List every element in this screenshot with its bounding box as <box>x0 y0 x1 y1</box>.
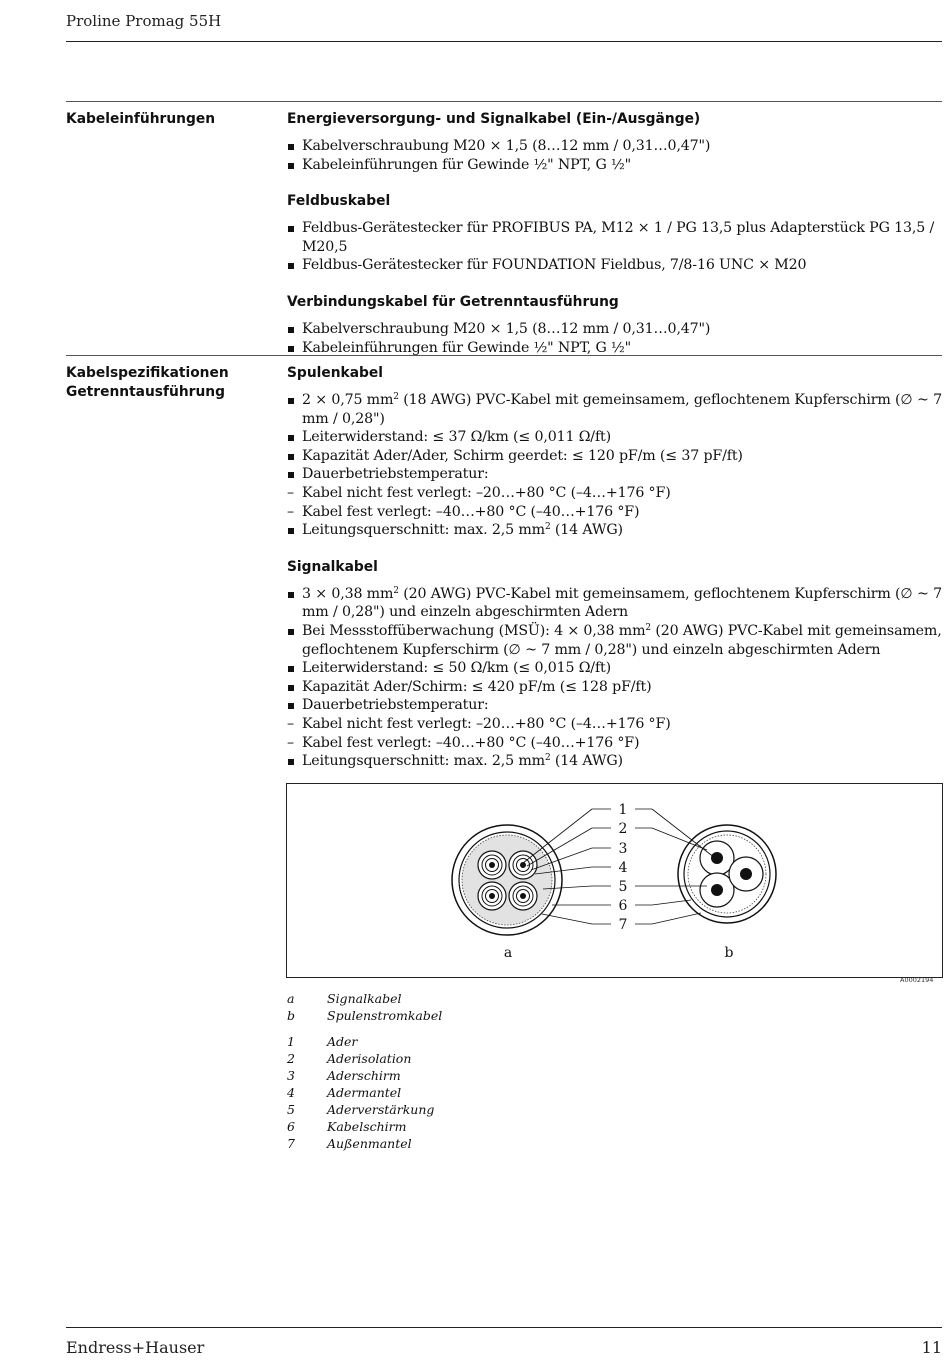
signal-cable-cross-section <box>452 825 562 935</box>
list-item: 2 × 0,75 $mm^2$ (18 AWG) PVC-Kabel mit gemeinsamem, geflochtenem Kupferschirm (∅ ~ 7 mm / 0,28") <box>287 391 947 428</box>
callout-number: 4 <box>618 860 628 876</box>
list-subitem: – Kabel nicht fest verlegt: –20…+80 °C (–4…+176 °F) <box>287 715 947 734</box>
list-subitem: – Kabel fest verlegt: –40…+80 °C (–40…+176 °F) <box>287 503 947 522</box>
figure-legend-letters <box>287 990 587 1024</box>
bullet-list <box>287 320 947 357</box>
list-item: Bei Messstoffüberwachung (MSÜ): 4 × 0,38 $mm^2$ (20 AWG) PVC-Kabel mit gemeinsamem, geflochtenem Kupferschirm (∅ ~ 7 mm / 0,28") und einzeln abgeschirmten Adern <box>287 622 947 659</box>
list-item: 3 × 0,38 $mm^2$ (20 AWG) PVC-Kabel mit gemeinsamem, geflochtenem Kupferschirm (∅ ~ 7 mm / 0,28") und einzeln abgeschirmten Adern <box>287 585 947 622</box>
list-item: Leiterwiderstand: ≤ 50 Ω/km (≤ 0,015 Ω/ft) <box>287 659 947 678</box>
callout-number: 7 <box>618 917 628 933</box>
legend-row: a Signalkabel <box>287 991 402 1006</box>
figure-code: A0002194 <box>900 976 934 984</box>
section-label-kabelspezifikationen <box>66 364 276 402</box>
signalkabel-heading: Signalkabel <box>287 558 378 575</box>
spacer <box>287 275 947 293</box>
section-kabeleinfuehrungen <box>287 110 947 357</box>
list-item: Feldbus-Gerätestecker für PROFIBUS PA, M12 × 1 / PG 13,5 plus Adapterstück PG 13,5 / M20,5 <box>287 219 947 256</box>
section-divider <box>66 101 942 102</box>
list-item: Leiterwiderstand: ≤ 37 Ω/km (≤ 0,011 Ω/ft) <box>287 428 947 447</box>
legend-row: 1 Ader <box>287 1034 358 1049</box>
footer-rule <box>66 1327 942 1328</box>
legend-row: 6 Kabelschirm <box>287 1119 407 1134</box>
page-number: 11 <box>921 1338 942 1357</box>
cable-cross-section-figure <box>286 783 943 978</box>
spacer <box>287 174 947 192</box>
core <box>478 882 506 910</box>
section-divider <box>66 355 942 356</box>
legend-row: 4 Adermantel <box>287 1085 402 1100</box>
legend-row: b Spulenstromkabel <box>287 1008 443 1023</box>
running-header-title: Proline Promag 55H <box>66 12 222 30</box>
signalkabel-list <box>287 585 947 771</box>
bullet-list <box>287 137 947 174</box>
callout-number: 5 <box>618 879 628 895</box>
figure-label-b: b <box>724 945 734 961</box>
list-item: Kapazität Ader/Schirm: ≤ 420 pF/m (≤ 128 pF/ft) <box>287 678 947 697</box>
list-item: Kabeleinführungen für Gewinde ½" NPT, G ½" <box>287 339 947 358</box>
list-item: Leitungsquerschnitt: max. 2,5 $mm^2$ (14 AWG) <box>287 521 947 540</box>
figure-label-a: a <box>503 945 513 961</box>
list-item: Dauerbetriebstemperatur: <box>287 696 947 715</box>
core <box>478 851 506 879</box>
legend-row: 2 Aderisolation <box>287 1051 412 1066</box>
list-item: Dauerbetriebstemperatur: <box>287 465 947 484</box>
core <box>509 882 537 910</box>
legend-row: 7 Außenmantel <box>287 1136 412 1151</box>
section-label-kabeleinfuehrungen: Kabeleinführungen <box>66 111 216 127</box>
spulenkabel-list <box>287 391 947 540</box>
list-item: Kabeleinführungen für Gewinde ½" NPT, G ½" <box>287 156 947 175</box>
group-heading: Energieversorgung- und Signalkabel (Ein-/Ausgänge) <box>287 111 701 127</box>
list-item: Feldbus-Gerätestecker für FOUNDATION Fieldbus, 7/8-16 UNC × M20 <box>287 256 947 275</box>
section-kabelspezifikationen <box>287 364 947 771</box>
legend-row: 5 Aderverstärkung <box>287 1102 435 1117</box>
list-item: Kabelverschraubung M20 × 1,5 (8…12 mm / 0,31…0,47") <box>287 320 947 339</box>
list-item: Kapazität Ader/Ader, Schirm geerdet: ≤ 120 pF/m (≤ 37 pF/ft) <box>287 447 947 466</box>
callout-number: 1 <box>618 802 628 818</box>
list-subitem: – Kabel nicht fest verlegt: –20…+80 °C (–4…+176 °F) <box>287 484 947 503</box>
spulenkabel-heading: Spulenkabel <box>287 365 383 381</box>
list-subitem: – Kabel fest verlegt: –40…+80 °C (–40…+176 °F) <box>287 734 947 753</box>
group-heading: Verbindungskabel für Getrenntausführung <box>287 293 619 310</box>
group-heading: Feldbuskabel <box>287 193 391 210</box>
header-rule <box>66 41 942 42</box>
bullet-list <box>287 219 947 275</box>
callout-number: 3 <box>618 841 628 857</box>
section-label-line: Kabelspezifikationen <box>66 365 229 381</box>
section-label-line: Getrenntausführung <box>66 384 225 400</box>
callout-number: 2 <box>618 821 628 837</box>
footer-brand: Endress+Hauser <box>66 1338 205 1357</box>
coil-cable-cross-section <box>678 825 776 923</box>
spacer <box>287 540 947 558</box>
figure-legend-numbers <box>287 1033 587 1152</box>
list-item: Kabelverschraubung M20 × 1,5 (8…12 mm / 0,31…0,47") <box>287 137 947 156</box>
list-item: Leitungsquerschnitt: max. 2,5 $mm^2$ (14 AWG) <box>287 752 947 771</box>
cable-diagram <box>287 784 942 977</box>
callout-number: 6 <box>618 898 628 914</box>
legend-row: 3 Aderschirm <box>287 1068 401 1083</box>
